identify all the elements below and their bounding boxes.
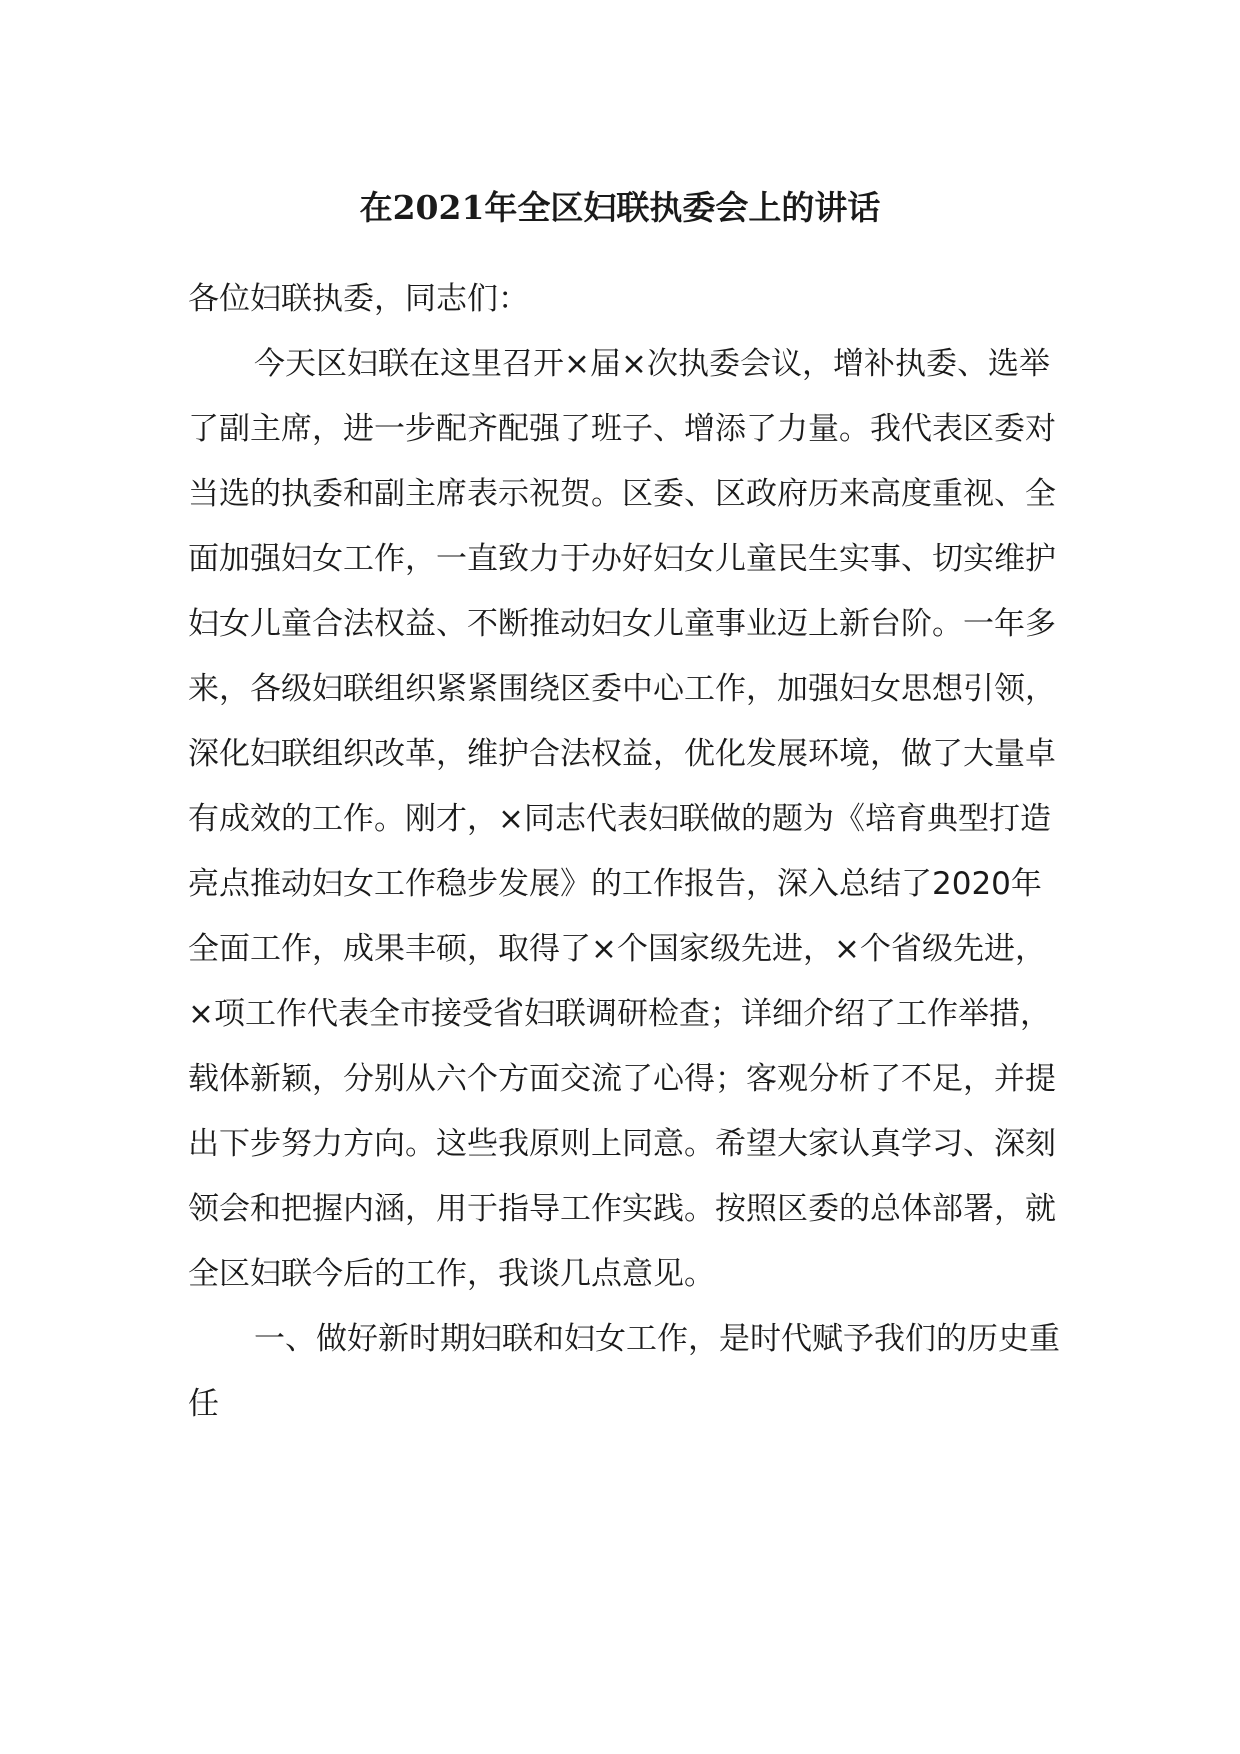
document-title: 在2021年全区妇联执委会上的讲话	[359, 188, 881, 227]
section-heading: 一、做好新时期妇联和妇女工作，是时代赋予我们的历史重任	[188, 1321, 1060, 1422]
document-body	[188, 267, 1068, 1437]
salutation: 各位妇联执委，同志们：	[188, 281, 529, 317]
body-paragraph: 今天区妇联在这里召开×届×次执委会议，增补执委、选举了副主席，进一步配齐配强了班子、增添了力量。我代表区委对当选的执委和副主席表示祝贺。区委、区政府历来高度重视、全面加强妇女工作，一直致力于办好妇女儿童民生实事、切实维护妇女儿童合法权益、不断推动妇女儿童事业迈上新台阶。一年多来，各级妇联组织紧紧围绕区委中心工作，加强妇女思想引领，深化妇联组织改革，维护合法权益，优化发展环境，做了大量卓有成效的工作。刚才，×同志代表妇联做的题为《培育典型打造亮点推动妇女工作稳步发展》的工作报告，深入总结了2020年全面工作，成果丰硕，取得了×个国家级先进，×个省级先进，×项工作代表全市接受省妇联调研检查；详细介绍了工作举措，载体新颖，分别从六个方面交流了心得；客观分析了不足，并提出下步努力方向。这些我原则上同意。希望大家认真学习、深刻领会和把握内涵，用于指导工作实践。按照区委的总体部署，就全区妇联今后的工作，我谈几点意见。	[188, 346, 1056, 1292]
